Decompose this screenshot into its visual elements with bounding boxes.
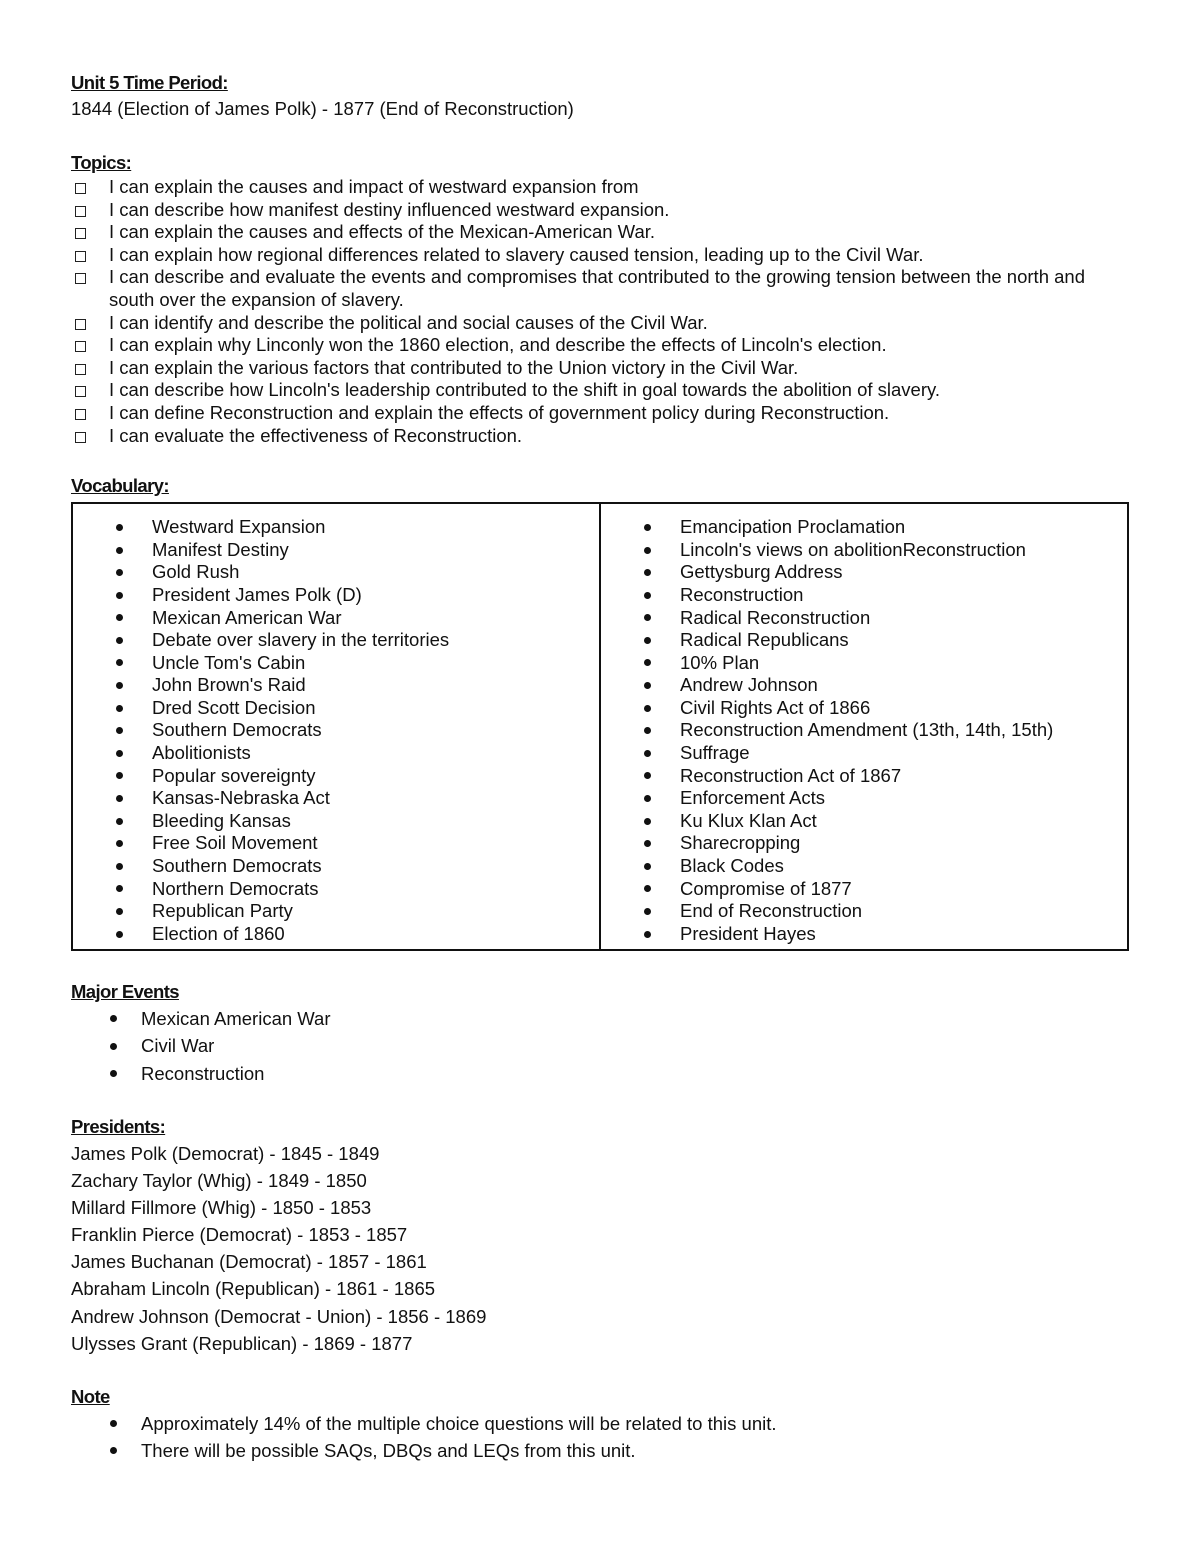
bullet-icon xyxy=(644,863,651,870)
vocabulary-item-text: Mexican American War xyxy=(152,606,342,628)
vocabulary-item xyxy=(116,561,599,584)
bullet-icon xyxy=(110,1420,117,1427)
vocabulary-item xyxy=(116,832,599,855)
vocabulary-item xyxy=(116,584,599,607)
vocabulary-table xyxy=(71,502,1129,951)
vocabulary-item-text: Compromise of 1877 xyxy=(680,877,852,899)
topic-item xyxy=(71,244,1133,267)
topic-text: I can describe and evaluate the events and compromises that contributed to the growing tension between the north and south over the expansion of slavery. xyxy=(109,266,1085,310)
vocabulary-item-text: Southern Democrats xyxy=(152,855,322,877)
vocabulary-item xyxy=(644,923,1127,946)
major-event-item-text: Mexican American War xyxy=(141,1008,331,1030)
vocabulary-item-text: Reconstruction Act of 1867 xyxy=(680,764,902,786)
note-item-text: There will be possible SAQs, DBQs and LEQs from this unit. xyxy=(141,1440,636,1462)
bullet-icon xyxy=(644,908,651,915)
major-event-item xyxy=(110,1005,1133,1032)
vocabulary-item xyxy=(116,742,599,765)
vocabulary-item xyxy=(116,674,599,697)
note-heading: Note xyxy=(71,1385,110,1407)
topic-item xyxy=(71,199,1133,222)
bullet-icon xyxy=(116,637,123,644)
vocabulary-item xyxy=(116,516,599,539)
vocabulary-item-text: Black Codes xyxy=(680,855,784,877)
bullet-icon xyxy=(116,818,123,825)
vocabulary-item xyxy=(644,584,1127,607)
bullet-icon xyxy=(644,931,651,938)
major-event-item xyxy=(110,1032,1133,1059)
bullet-icon xyxy=(116,863,123,870)
vocabulary-item xyxy=(116,697,599,720)
bullet-icon xyxy=(110,1015,117,1022)
bullet-icon xyxy=(116,727,123,734)
bullet-icon xyxy=(644,524,651,531)
vocabulary-item xyxy=(644,742,1127,765)
vocabulary-item-text: Free Soil Movement xyxy=(152,832,318,854)
president-entry: Abraham Lincoln (Republican) - 1861 - 1865 xyxy=(71,1278,436,1300)
vocabulary-item xyxy=(644,674,1127,697)
president-entry: James Buchanan (Democrat) - 1857 - 1861 xyxy=(71,1251,427,1273)
topic-item xyxy=(71,402,1133,425)
major-events-list xyxy=(71,1005,1133,1087)
bullet-icon xyxy=(116,682,123,689)
vocabulary-item xyxy=(644,810,1127,833)
checkbox-icon xyxy=(75,251,86,262)
bullet-icon xyxy=(110,1447,117,1454)
topics-heading: Topics: xyxy=(71,152,132,173)
topics-checklist xyxy=(71,176,1133,447)
vocabulary-item xyxy=(116,810,599,833)
checkbox-icon xyxy=(75,319,86,330)
vocabulary-column-left xyxy=(73,504,599,949)
vocabulary-item xyxy=(644,652,1127,675)
bullet-icon xyxy=(644,682,651,689)
topic-item xyxy=(71,357,1133,380)
bullet-icon xyxy=(644,659,651,666)
vocabulary-item xyxy=(644,539,1127,562)
vocabulary-item-text: Northern Democrats xyxy=(152,877,319,899)
checkbox-icon xyxy=(75,341,86,352)
vocabulary-item-text: End of Reconstruction xyxy=(680,900,863,922)
vocabulary-item-text: Debate over slavery in the territories xyxy=(152,629,450,651)
major-event-item xyxy=(110,1060,1133,1087)
checkbox-icon xyxy=(75,386,86,397)
bullet-icon xyxy=(644,750,651,757)
bullet-icon xyxy=(116,659,123,666)
topic-text: I can describe how manifest destiny influenced westward expansion. xyxy=(109,198,670,220)
note-list xyxy=(71,1410,1133,1465)
vocabulary-item xyxy=(116,629,599,652)
bullet-icon xyxy=(644,592,651,599)
checkbox-icon xyxy=(75,364,86,375)
checkbox-icon xyxy=(75,206,86,217)
vocabulary-item-text: Ku Klux Klan Act xyxy=(680,809,817,831)
topic-text: I can identify and describe the political and social causes of the Civil War. xyxy=(109,311,708,333)
vocabulary-item-text: President James Polk (D) xyxy=(152,583,362,605)
vocabulary-item xyxy=(644,719,1127,742)
president-entry: Zachary Taylor (Whig) - 1849 - 1850 xyxy=(71,1170,367,1192)
checkbox-icon xyxy=(75,432,86,443)
president-entry: Ulysses Grant (Republican) - 1869 - 1877 xyxy=(71,1332,413,1354)
topic-text: I can evaluate the effectiveness of Reconstruction. xyxy=(109,424,523,446)
vocabulary-item xyxy=(644,787,1127,810)
vocabulary-column-right xyxy=(599,504,1127,949)
bullet-icon xyxy=(644,547,651,554)
bullet-icon xyxy=(116,795,123,802)
vocabulary-item-text: President Hayes xyxy=(680,922,816,944)
topic-item xyxy=(71,176,1133,199)
time-period-heading: Unit 5 Time Period: xyxy=(71,72,228,93)
major-event-item-text: Civil War xyxy=(141,1035,215,1057)
bullet-icon xyxy=(116,705,123,712)
topic-text: I can explain how regional differences related to slavery caused tension, leading up to the Civil War. xyxy=(109,243,924,265)
vocabulary-item xyxy=(116,900,599,923)
bullet-icon xyxy=(116,931,123,938)
bullet-icon xyxy=(116,885,123,892)
vocabulary-heading: Vocabulary: xyxy=(71,475,169,497)
vocabulary-item xyxy=(644,516,1127,539)
bullet-icon xyxy=(644,885,651,892)
vocabulary-item-text: Lincoln's views on abolitionReconstruction xyxy=(680,538,1026,560)
president-entry: Andrew Johnson (Democrat - Union) - 1856 - 1869 xyxy=(71,1305,487,1327)
vocabulary-item-text: John Brown's Raid xyxy=(152,674,306,696)
vocabulary-item-text: Uncle Tom's Cabin xyxy=(152,651,306,673)
vocabulary-item xyxy=(116,878,599,901)
vocabulary-item-text: Popular sovereignty xyxy=(152,764,316,786)
vocabulary-item xyxy=(116,923,599,946)
vocabulary-item-text: Enforcement Acts xyxy=(680,787,825,809)
topic-text: I can explain why Linconly won the 1860 election, and describe the effects of Lincoln's election. xyxy=(109,334,887,356)
vocabulary-item-text: Andrew Johnson xyxy=(680,674,818,696)
checkbox-icon xyxy=(75,409,86,420)
bullet-icon xyxy=(644,637,651,644)
bullet-icon xyxy=(644,705,651,712)
vocabulary-item-text: Radical Republicans xyxy=(680,629,849,651)
time-period-text: 1844 (Election of James Polk) - 1877 (End of Reconstruction) xyxy=(71,98,574,119)
presidents-list xyxy=(71,1140,1133,1357)
vocabulary-item xyxy=(644,855,1127,878)
vocabulary-item-text: Dred Scott Decision xyxy=(152,696,316,718)
vocabulary-item xyxy=(116,539,599,562)
vocabulary-item-text: Suffrage xyxy=(680,742,750,764)
vocabulary-item-text: Bleeding Kansas xyxy=(152,809,291,831)
topic-item xyxy=(71,425,1133,448)
vocabulary-item-text: Election of 1860 xyxy=(152,922,285,944)
bullet-icon xyxy=(644,727,651,734)
checkbox-icon xyxy=(75,183,86,194)
bullet-icon xyxy=(644,772,651,779)
bullet-icon xyxy=(116,750,123,757)
document-page xyxy=(71,70,1133,1464)
bullet-icon xyxy=(116,908,123,915)
bullet-icon xyxy=(644,795,651,802)
vocabulary-item-text: Manifest Destiny xyxy=(152,538,289,560)
topic-text: I can explain the various factors that contributed to the Union victory in the Civil War. xyxy=(109,356,799,378)
bullet-icon xyxy=(116,772,123,779)
vocabulary-item-text: Abolitionists xyxy=(152,742,251,764)
vocabulary-item xyxy=(644,832,1127,855)
vocabulary-item xyxy=(116,652,599,675)
topic-item xyxy=(71,379,1133,402)
president-entry: James Polk (Democrat) - 1845 - 1849 xyxy=(71,1143,380,1165)
vocabulary-item-text: Civil Rights Act of 1866 xyxy=(680,696,871,718)
bullet-icon xyxy=(116,547,123,554)
bullet-icon xyxy=(110,1043,117,1050)
topic-text: I can explain the causes and effects of the Mexican-American War. xyxy=(109,221,656,243)
bullet-icon xyxy=(116,840,123,847)
vocabulary-item xyxy=(644,561,1127,584)
bullet-icon xyxy=(644,614,651,621)
vocabulary-item-text: Reconstruction xyxy=(680,583,804,605)
vocabulary-item-text: 10% Plan xyxy=(680,651,760,673)
vocabulary-item-text: Gettysburg Address xyxy=(680,561,843,583)
checkbox-icon xyxy=(75,228,86,239)
bullet-icon xyxy=(116,592,123,599)
major-events-heading: Major Events xyxy=(71,981,179,1003)
note-item xyxy=(110,1410,1133,1437)
topic-item xyxy=(71,221,1133,244)
vocabulary-item-text: Republican Party xyxy=(152,900,293,922)
vocabulary-item-text: Kansas-Nebraska Act xyxy=(152,787,330,809)
vocabulary-item-text: Westward Expansion xyxy=(152,516,326,538)
vocabulary-item-text: Southern Democrats xyxy=(152,719,322,741)
vocabulary-item xyxy=(116,787,599,810)
bullet-icon xyxy=(110,1070,117,1077)
vocabulary-item xyxy=(644,878,1127,901)
note-item-text: Approximately 14% of the multiple choice questions will be related to this unit. xyxy=(141,1412,777,1434)
topic-text: I can describe how Lincoln's leadership contributed to the shift in goal towards the abolition of slavery. xyxy=(109,379,941,401)
president-entry: Franklin Pierce (Democrat) - 1853 - 1857 xyxy=(71,1224,408,1246)
bullet-icon xyxy=(644,840,651,847)
vocabulary-item xyxy=(644,607,1127,630)
topic-text: I can define Reconstruction and explain the effects of government policy during Reconstruction. xyxy=(109,401,890,423)
bullet-icon xyxy=(644,569,651,576)
topic-text: I can explain the causes and impact of westward expansion from xyxy=(109,176,639,197)
vocabulary-item xyxy=(116,765,599,788)
bullet-icon xyxy=(116,614,123,621)
vocabulary-item-text: Sharecropping xyxy=(680,832,801,854)
bullet-icon xyxy=(116,569,123,576)
vocabulary-item xyxy=(644,697,1127,720)
bullet-icon xyxy=(116,524,123,531)
presidents-heading: Presidents: xyxy=(71,1116,166,1138)
note-item xyxy=(110,1437,1133,1464)
vocabulary-item-text: Radical Reconstruction xyxy=(680,606,871,628)
bullet-icon xyxy=(644,818,651,825)
vocabulary-item xyxy=(116,719,599,742)
topic-item xyxy=(71,334,1133,357)
checkbox-icon xyxy=(75,273,86,284)
vocabulary-item xyxy=(644,765,1127,788)
president-entry: Millard Fillmore (Whig) - 1850 - 1853 xyxy=(71,1197,372,1219)
vocabulary-item-text: Emancipation Proclamation xyxy=(680,516,906,538)
vocabulary-item xyxy=(644,900,1127,923)
vocabulary-item-text: Reconstruction Amendment (13th, 14th, 15th) xyxy=(680,719,1054,741)
topic-item xyxy=(71,266,1133,311)
vocabulary-item xyxy=(644,629,1127,652)
major-event-item-text: Reconstruction xyxy=(141,1062,265,1084)
vocabulary-item xyxy=(116,607,599,630)
vocabulary-item-text: Gold Rush xyxy=(152,561,240,583)
topic-item xyxy=(71,312,1133,335)
vocabulary-item xyxy=(116,855,599,878)
